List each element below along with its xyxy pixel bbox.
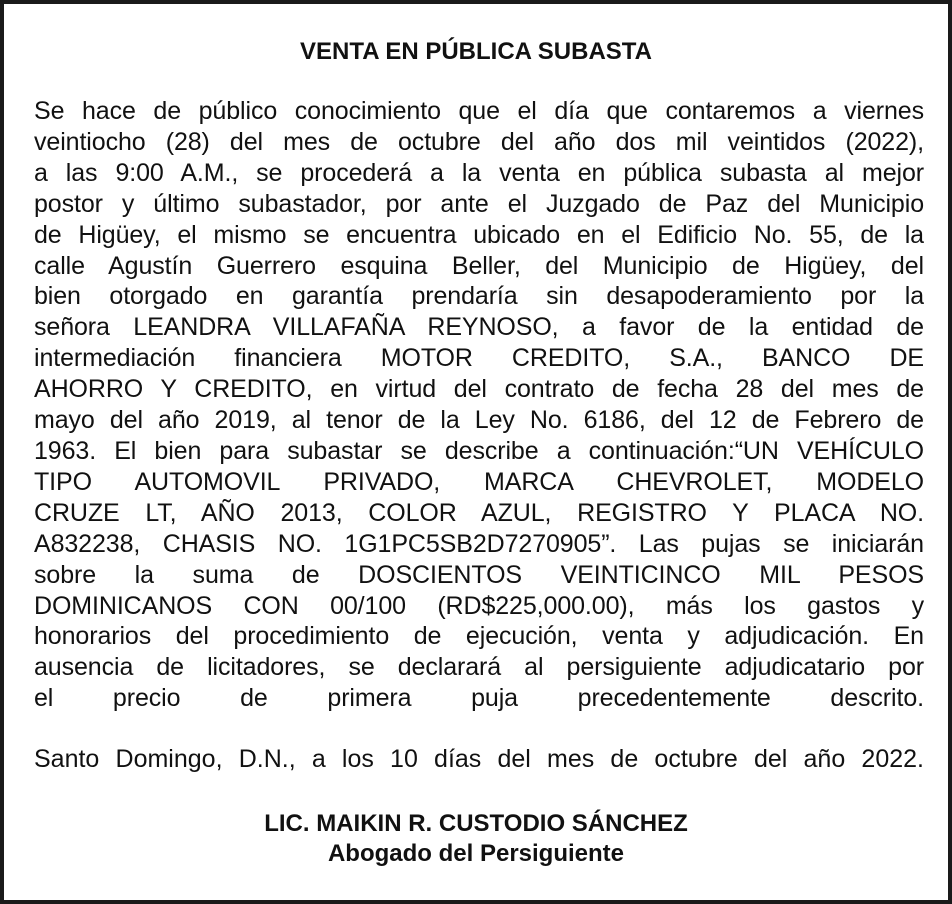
body-line: sobre la suma de DOSCIENTOS VEINTICINCO MIL PESOS — [34, 560, 924, 589]
body-line: mayo del año 2019, al tenor de la Ley No. 6186, del 12 de Febrero de — [34, 406, 924, 435]
body-line: ausencia de licitadores, se declarará al persiguiente adjudicatario por — [34, 653, 924, 682]
body-line: veintiocho (28) del mes de octubre del año dos mil veintidos (2022), — [34, 127, 924, 156]
body-line: postor y último subastador, por ante el Juzgado de Paz del Municipio — [34, 189, 924, 218]
body-line: TIPO AUTOMOVIL PRIVADO, MARCA CHEVROLET, MODELO — [34, 467, 924, 496]
notice-title: VENTA EN PÚBLICA SUBASTA — [299, 38, 652, 65]
body-line: de Higüey, el mismo se encuentra ubicado en el Edificio No. 55, de la — [34, 220, 924, 249]
signature-block — [4, 809, 948, 869]
body-line: honorarios del procedimiento de ejecución, venta y adjudicación. En — [34, 622, 924, 651]
body-line: el precio de primera puja precedentemente descrito. — [34, 684, 924, 713]
body-line: intermediación financiera MOTOR CREDITO, S.A., BANCO DE — [34, 344, 924, 373]
body-line: A832238, CHASIS NO. 1G1PC5SB2D7270905”. Las pujas se iniciarán — [34, 529, 924, 558]
signatory-role: Abogado del Persiguiente — [327, 840, 625, 867]
body-line: Se hace de público conocimiento que el día que contaremos a viernes — [34, 97, 924, 125]
body-line: señora LEANDRA VILLAFAÑA REYNOSO, a favor de la entidad de — [34, 313, 924, 342]
body-line: DOMINICANOS CON 00/100 (RD$225,000.00), más los gastos y — [34, 591, 924, 620]
body-line: a las 9:00 A.M., se procederá a la venta en pública subasta al mejor — [34, 158, 924, 187]
body-line: bien otorgado en garantía prendaría sin desapoderamiento por la — [34, 282, 924, 311]
notice-body — [34, 96, 924, 714]
body-line: CRUZE LT, AÑO 2013, COLOR AZUL, REGISTRO Y PLACA NO. — [34, 498, 924, 527]
dateline: Santo Domingo, D.N., a los 10 días del mes de octubre del año 2022. — [34, 745, 924, 773]
body-line: AHORRO Y CREDITO, en virtud del contrato de fecha 28 del mes de — [34, 375, 924, 404]
signatory-name: LIC. MAIKIN R. CUSTODIO SÁNCHEZ — [264, 810, 688, 837]
body-line: calle Agustín Guerrero esquina Beller, del Municipio de Higüey, del — [34, 251, 924, 280]
body-line: 1963. El bien para subastar se describe a continuación:“UN VEHÍCULO — [34, 436, 924, 465]
